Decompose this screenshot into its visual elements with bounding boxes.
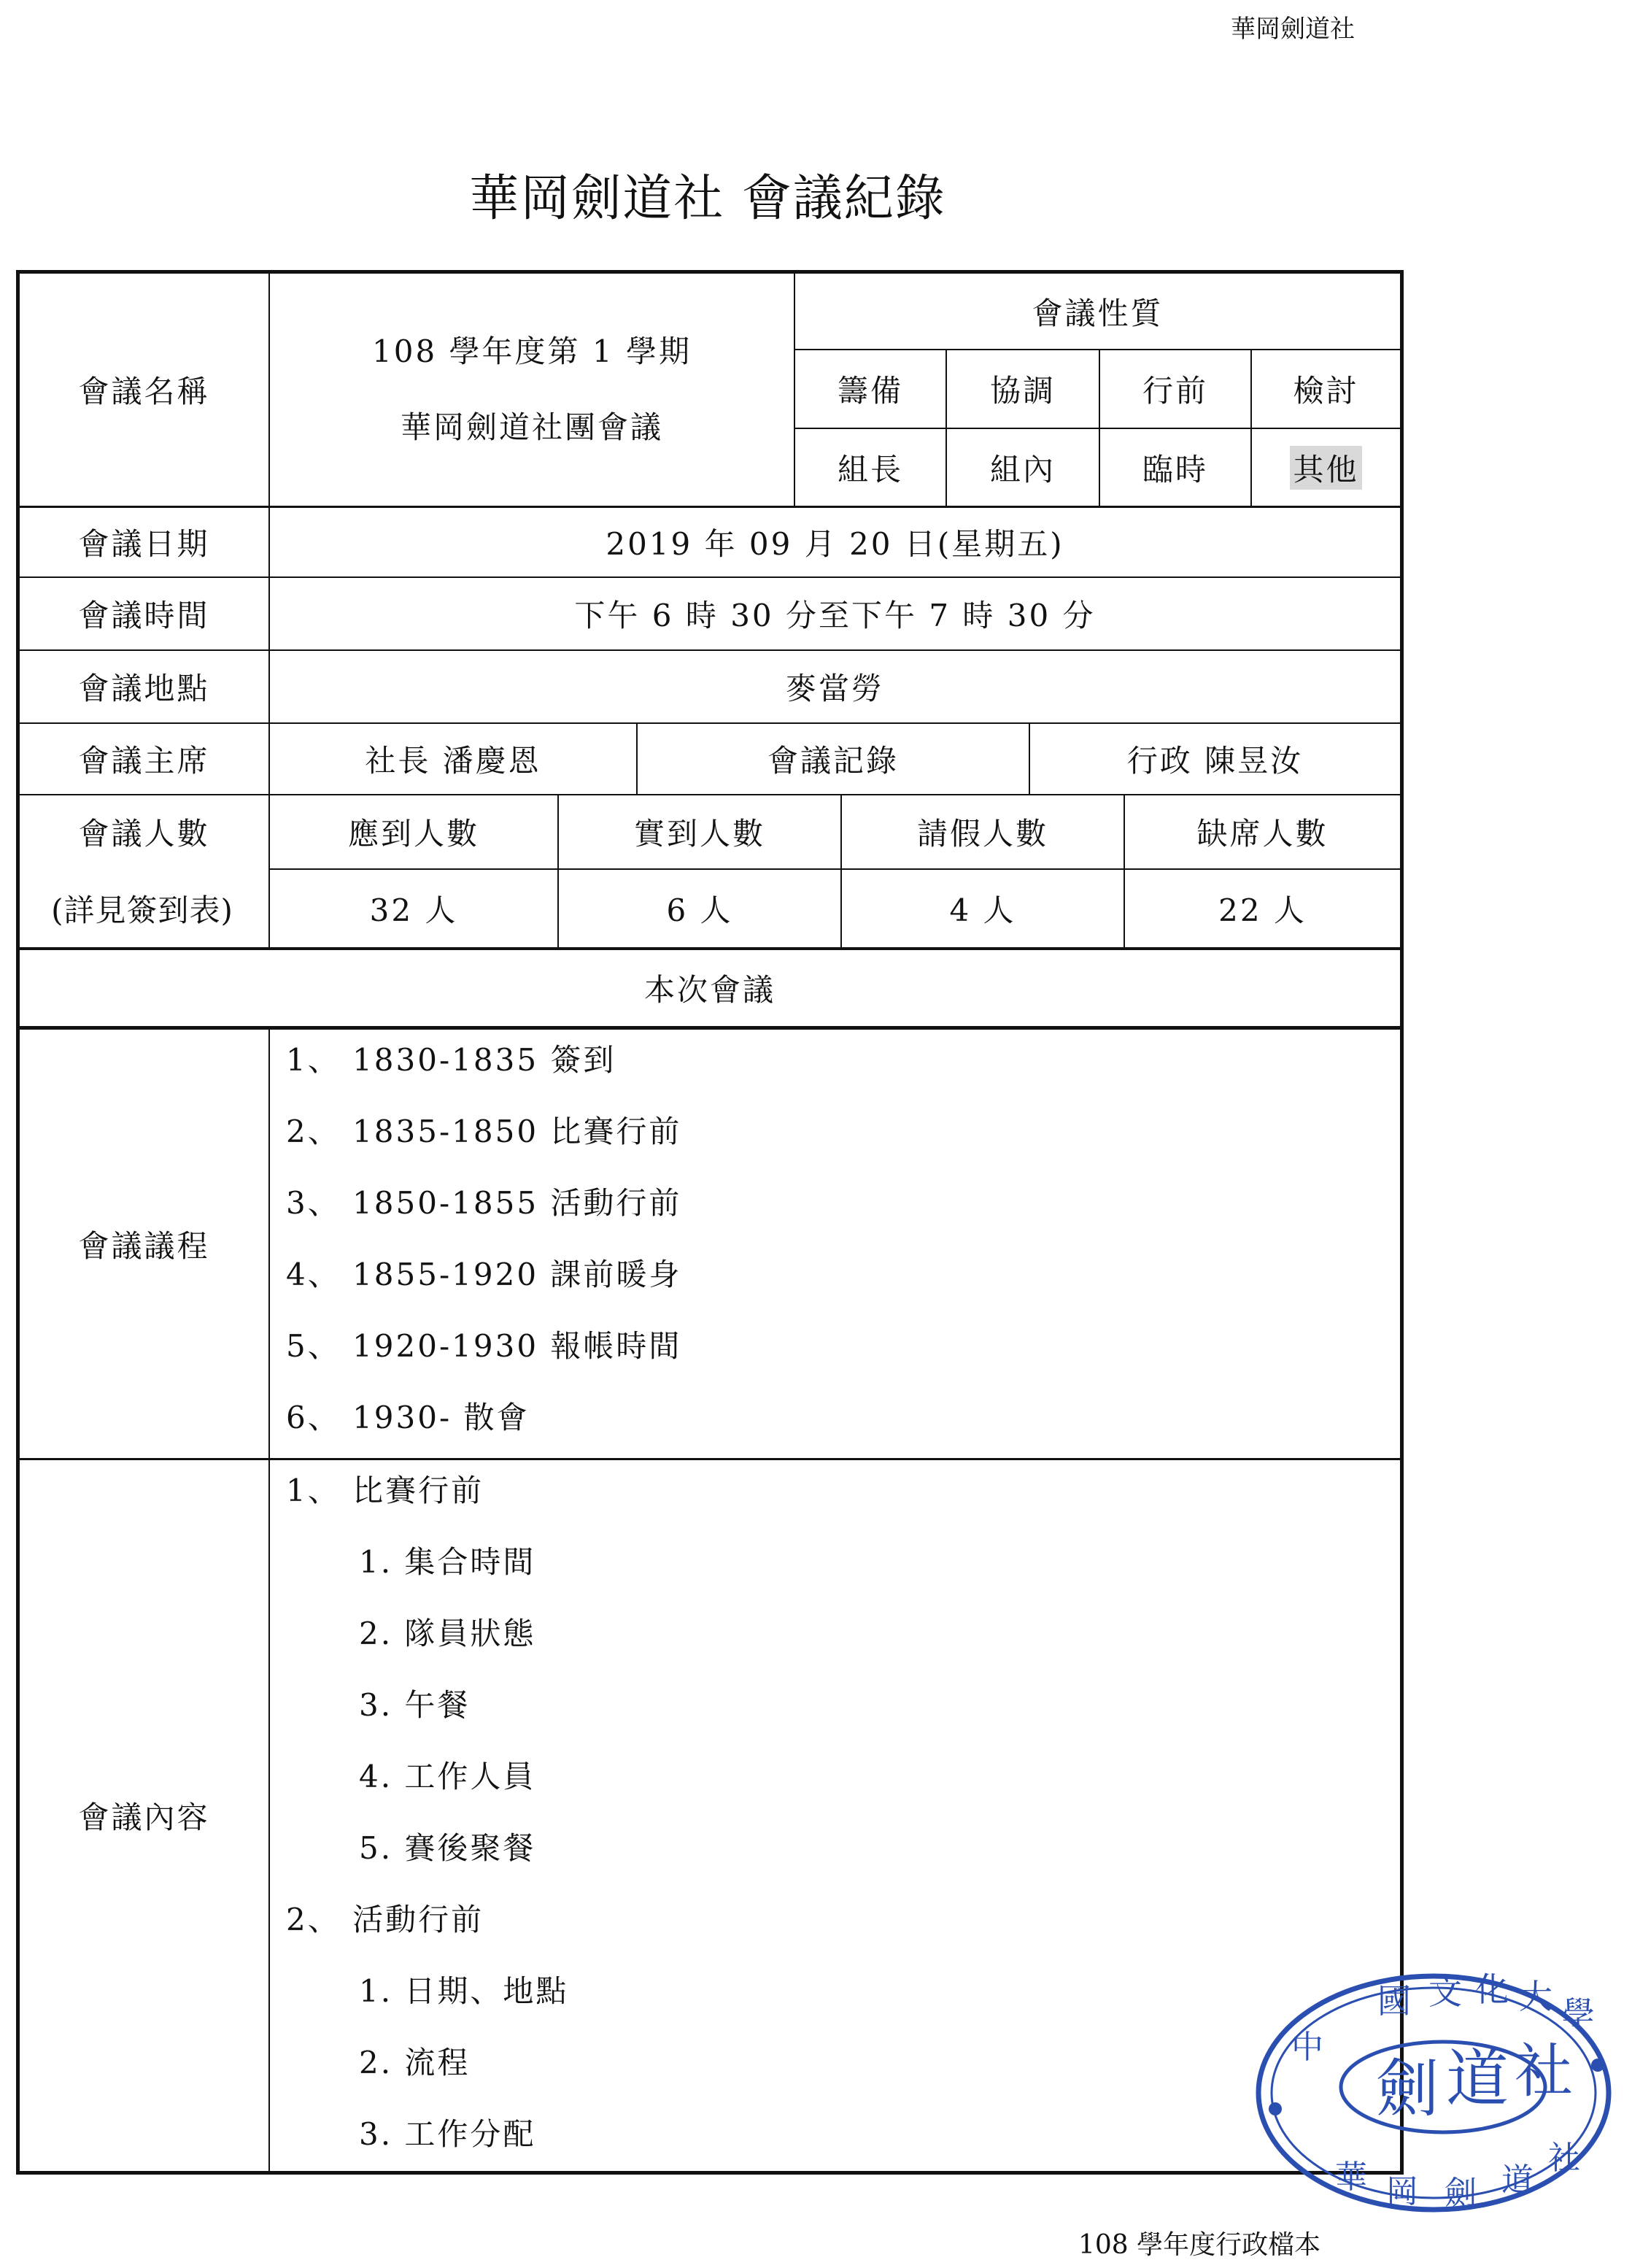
seal-arc-char: 文	[1428, 1972, 1462, 2012]
attendance-value-present: 6 人	[666, 892, 733, 928]
nature-option-leader: 組長	[837, 452, 903, 487]
recorder-value: 行政 陳昱汝	[1126, 743, 1304, 779]
club-seal-graphic	[1248, 1956, 1627, 2233]
seal-arc-char: 岡	[1386, 2173, 1418, 2210]
content-sub-item: 3. 午餐	[359, 1687, 471, 1723]
content-sub-item: 2. 流程	[359, 2045, 471, 2080]
agenda-item: 1、 1830-1835 簽到	[286, 1042, 616, 1078]
content-sub-item: 2. 隊員狀態	[359, 1616, 536, 1651]
time-label: 會議時間	[78, 598, 210, 633]
seal-arc-char: 道	[1501, 2161, 1534, 2199]
agenda-item: 5、 1920-1930 報帳時間	[286, 1328, 682, 1364]
nature-option-internal: 組內	[989, 452, 1056, 487]
meeting-name-value	[270, 274, 794, 506]
attendance-value-leave: 4 人	[949, 892, 1016, 928]
club-seal-stamp	[1248, 1956, 1627, 2233]
recorder-label: 會議記錄	[767, 743, 899, 779]
table-border-bottom	[16, 2171, 1404, 2175]
footer-note: 108 學年度行政檔本	[1078, 2230, 1321, 2260]
attendance-header-expected: 應到人數	[347, 816, 479, 852]
attendance-value-expected: 32 人	[369, 892, 458, 928]
nature-option-coordination: 協調	[989, 373, 1056, 409]
seal-center-char: 劍	[1376, 2053, 1439, 2126]
seal-center-char: 社	[1515, 2037, 1573, 2105]
meeting-name-line1: 108 學年度第 1 學期	[372, 333, 692, 369]
nature-option-prep: 籌備	[837, 373, 903, 409]
agenda-item: 2、 1835-1850 比賽行前	[286, 1114, 682, 1149]
agenda-item: 6、 1930- 散會	[286, 1400, 530, 1435]
content-section-heading: 1、 比賽行前	[286, 1473, 484, 1508]
header-note: 華岡劍道社	[1231, 15, 1355, 44]
attendance-header-leave: 請假人數	[916, 816, 1048, 852]
attendance-label: 會議人數	[78, 816, 210, 852]
location-label: 會議地點	[78, 671, 210, 706]
nature-option-adhoc: 臨時	[1142, 452, 1208, 487]
agenda-item: 3、 1850-1855 活動行前	[286, 1185, 682, 1221]
seal-center-char: 道	[1446, 2043, 1509, 2115]
content-sub-item: 5. 賽後聚餐	[359, 1830, 536, 1866]
meeting-nature-label: 會議性質	[1032, 295, 1164, 331]
attendance-value-absent: 22 人	[1218, 892, 1307, 928]
section-title: 本次會議	[643, 972, 776, 1008]
nature-option-other	[1252, 429, 1400, 506]
seal-arc-char: 社	[1548, 2140, 1580, 2177]
date-value: 2019 年 09 月 20 日(星期五)	[606, 526, 1064, 562]
seal-arc-char: 華	[1335, 2159, 1367, 2196]
attendance-header-present: 實到人數	[633, 816, 765, 852]
seal-arc-char: 大	[1519, 1977, 1552, 2016]
seal-arc-char: 中	[1291, 2029, 1323, 2066]
seal-arc-char: 學	[1561, 1994, 1595, 2034]
table-border-right	[1400, 270, 1404, 2175]
content-sub-item: 3. 工作分配	[359, 2116, 536, 2152]
content-sub-item: 4. 工作人員	[359, 1759, 536, 1794]
nature-option-pretrip: 行前	[1142, 373, 1208, 409]
label-column-divider-bottom	[268, 1029, 270, 2173]
seal-arc-char: 國	[1377, 1981, 1411, 2021]
nature-option-other-selected: 其他	[1290, 446, 1361, 490]
nature-option-review: 檢討	[1293, 373, 1359, 409]
meeting-name-label: 會議名稱	[78, 374, 210, 409]
time-value: 下午 6 時 30 分至下午 7 時 30 分	[574, 598, 1096, 633]
location-value: 麥當勞	[785, 671, 884, 706]
attendance-header-absent: 缺席人數	[1196, 816, 1329, 852]
content-sub-item: 1. 集合時間	[359, 1544, 536, 1580]
content-section-heading: 2、 活動行前	[286, 1902, 484, 1937]
content-sub-item: 1. 日期、地點	[359, 1973, 569, 2009]
seal-arc-char: 化	[1475, 1970, 1509, 2009]
seal-arc-char: 劍	[1445, 2175, 1477, 2212]
date-label: 會議日期	[78, 526, 210, 562]
chair-value: 社長 潘慶恩	[365, 743, 541, 779]
chair-label: 會議主席	[78, 743, 210, 779]
meeting-name-line2: 華岡劍道社團會議	[400, 409, 663, 445]
page-title: 華岡劍道社 會議紀錄	[469, 170, 946, 228]
agenda-label: 會議議程	[78, 1227, 210, 1264]
agenda-item: 4、 1855-1920 課前暖身	[286, 1257, 682, 1292]
content-label: 會議內容	[78, 1800, 210, 1835]
attendance-sublabel: (詳見簽到表)	[51, 892, 233, 928]
